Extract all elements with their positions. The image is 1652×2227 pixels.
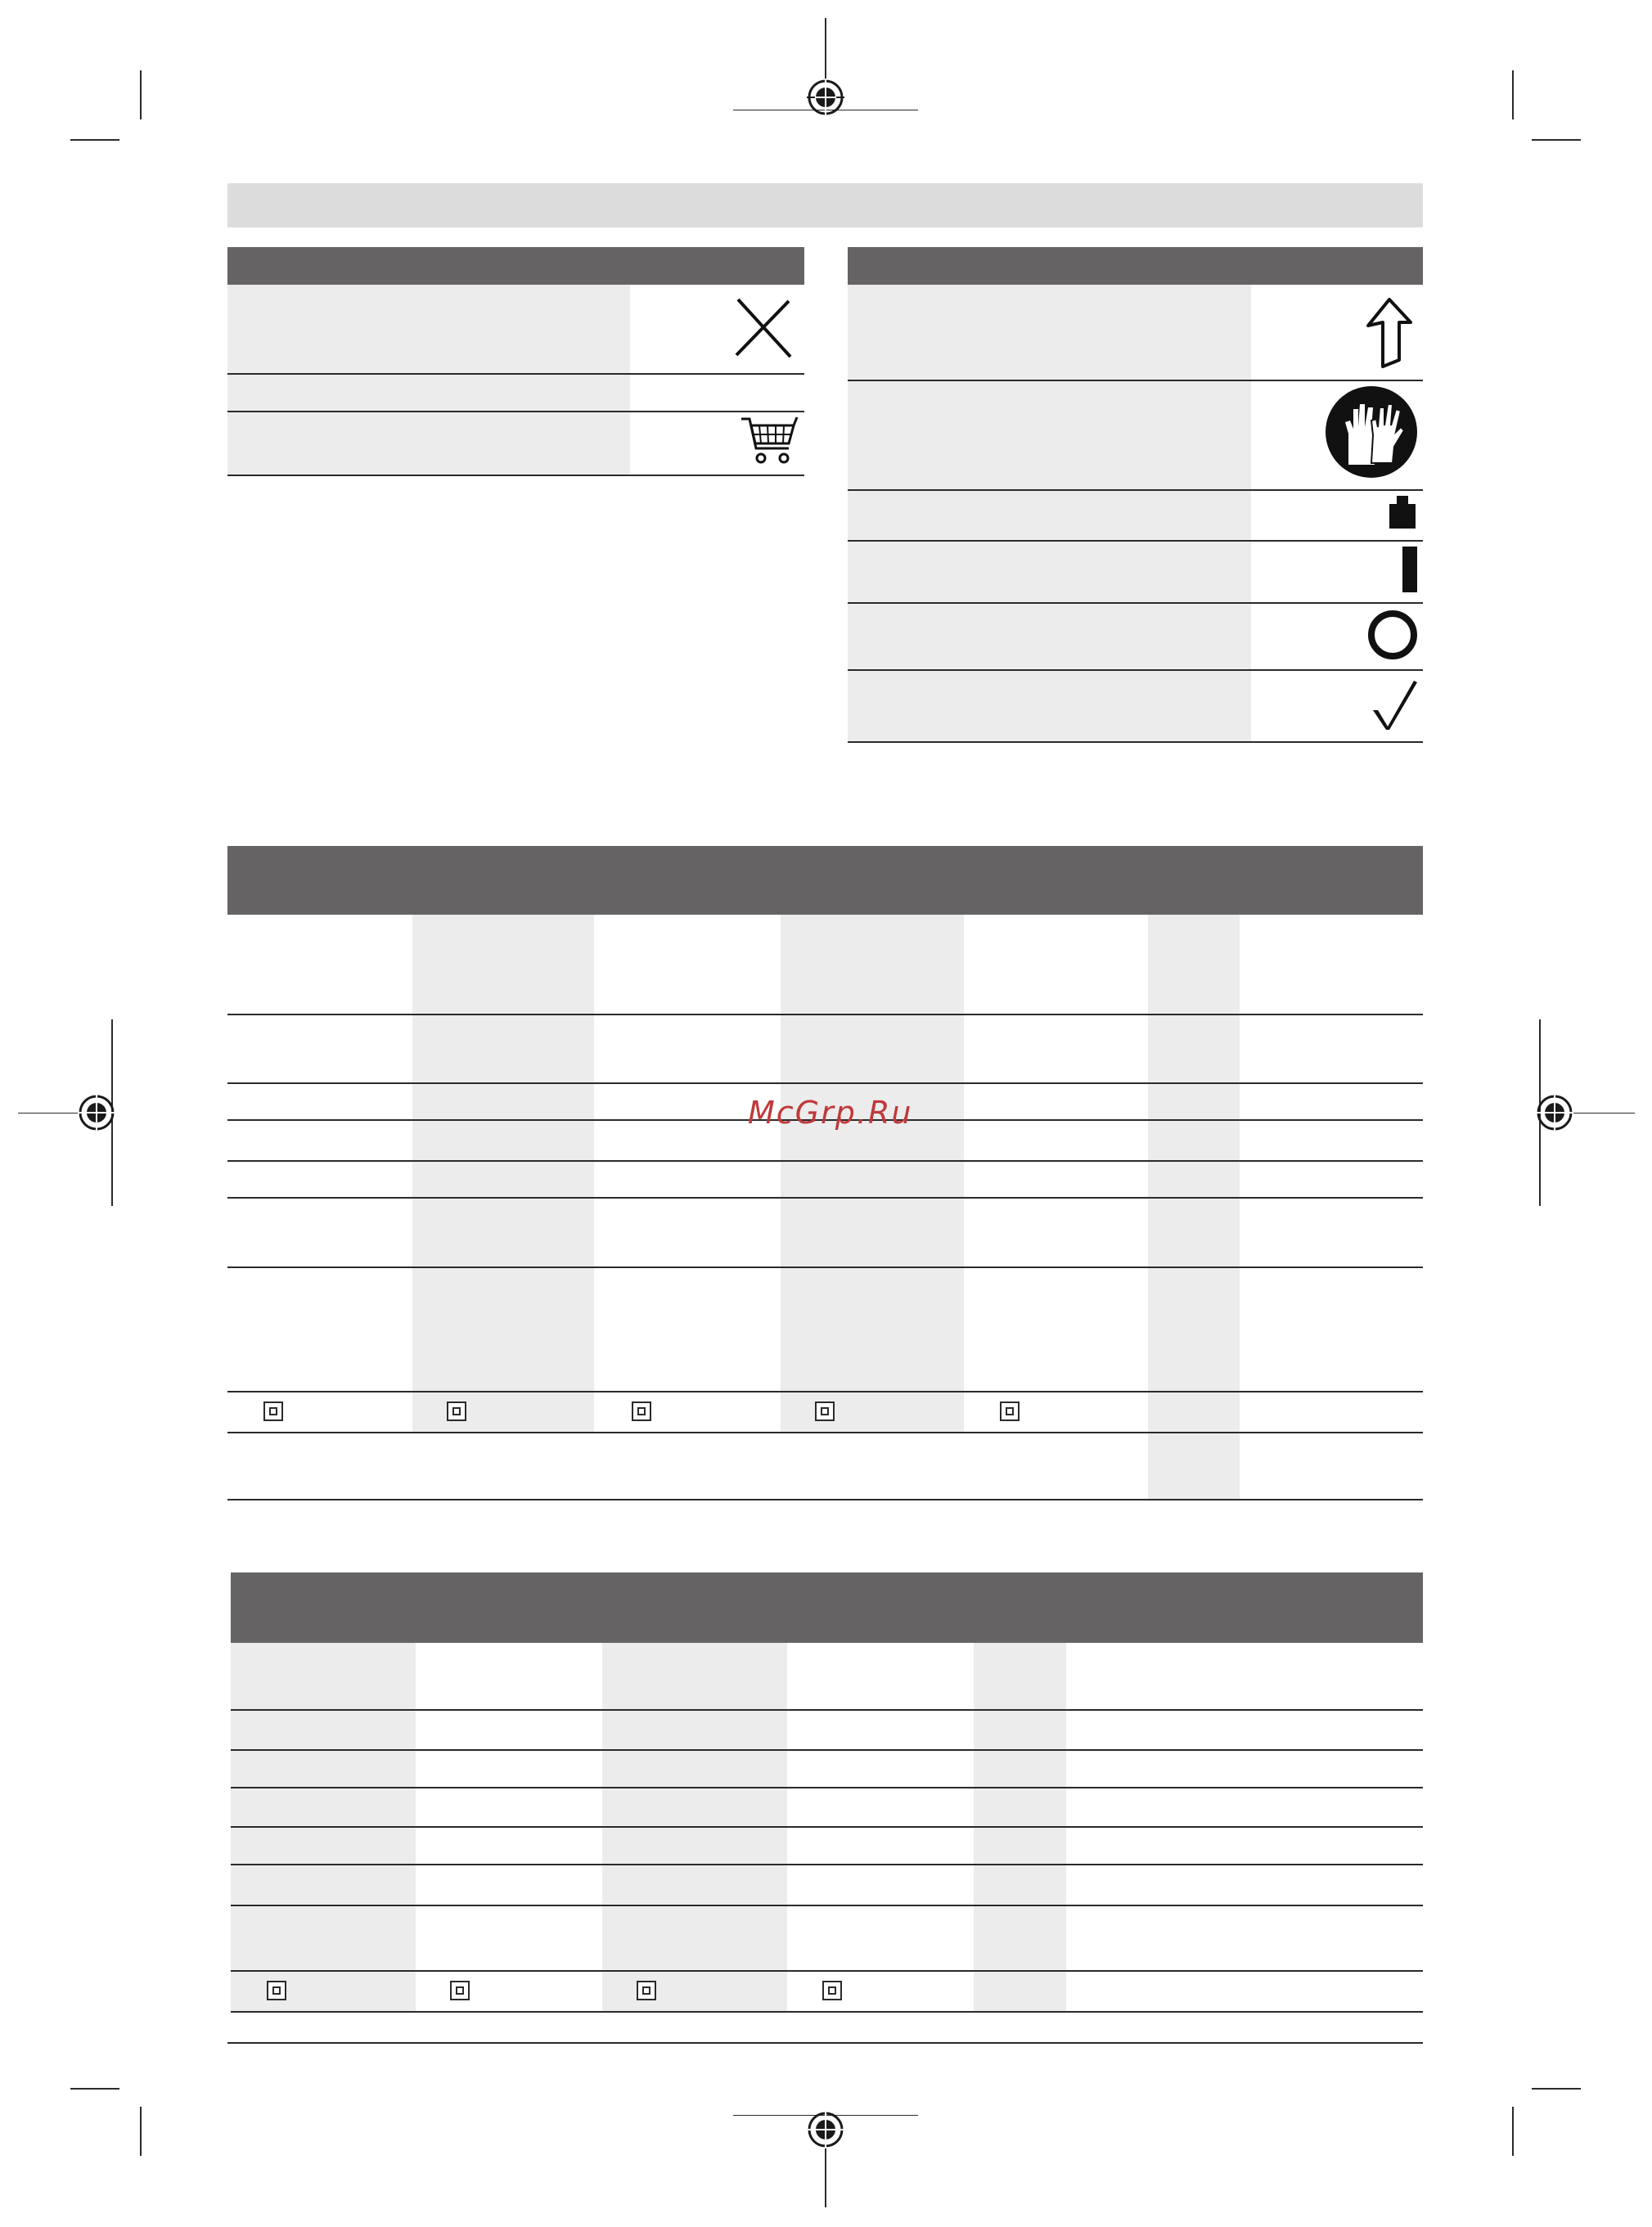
arrow-up-icon	[1365, 296, 1414, 370]
table-row	[227, 285, 630, 373]
table-column	[1148, 915, 1240, 1499]
checkbox[interactable]	[267, 1981, 286, 2000]
table-row	[848, 542, 1251, 602]
registration-target-bottom	[807, 2111, 844, 2148]
checkbox[interactable]	[632, 1401, 651, 1421]
table-row	[848, 604, 1251, 669]
gloves-icon	[1324, 385, 1419, 479]
table-row	[848, 285, 1251, 380]
registration-target-left	[78, 1094, 115, 1131]
table-column	[412, 915, 594, 1432]
registration-target-right	[1536, 1094, 1573, 1131]
watermark: McGrp.Ru	[748, 1095, 913, 1131]
table-header	[227, 846, 1423, 915]
checkbox[interactable]	[450, 1981, 470, 2000]
registration-target-top	[807, 79, 844, 116]
checkbox[interactable]	[263, 1401, 283, 1421]
checkbox[interactable]	[822, 1981, 842, 2000]
table-row	[848, 381, 1251, 489]
table-row	[227, 412, 630, 475]
checkbox[interactable]	[815, 1401, 835, 1421]
table-header	[848, 247, 1423, 285]
table-header	[227, 247, 804, 285]
checkmark-icon	[1370, 677, 1419, 731]
page-header-band	[227, 183, 1423, 227]
checkbox[interactable]	[1000, 1401, 1020, 1421]
table-column	[781, 915, 964, 1432]
checkbox[interactable]	[447, 1401, 466, 1421]
table-header	[231, 1572, 1423, 1643]
checkbox[interactable]	[637, 1981, 656, 2000]
table-row	[227, 375, 630, 411]
circle-icon	[1366, 609, 1419, 661]
cross-icon	[733, 295, 795, 360]
weight-icon	[1388, 494, 1417, 530]
table-row	[848, 491, 1251, 540]
table-row	[848, 671, 1251, 741]
bar-icon	[1401, 545, 1419, 594]
cart-icon	[740, 416, 799, 468]
